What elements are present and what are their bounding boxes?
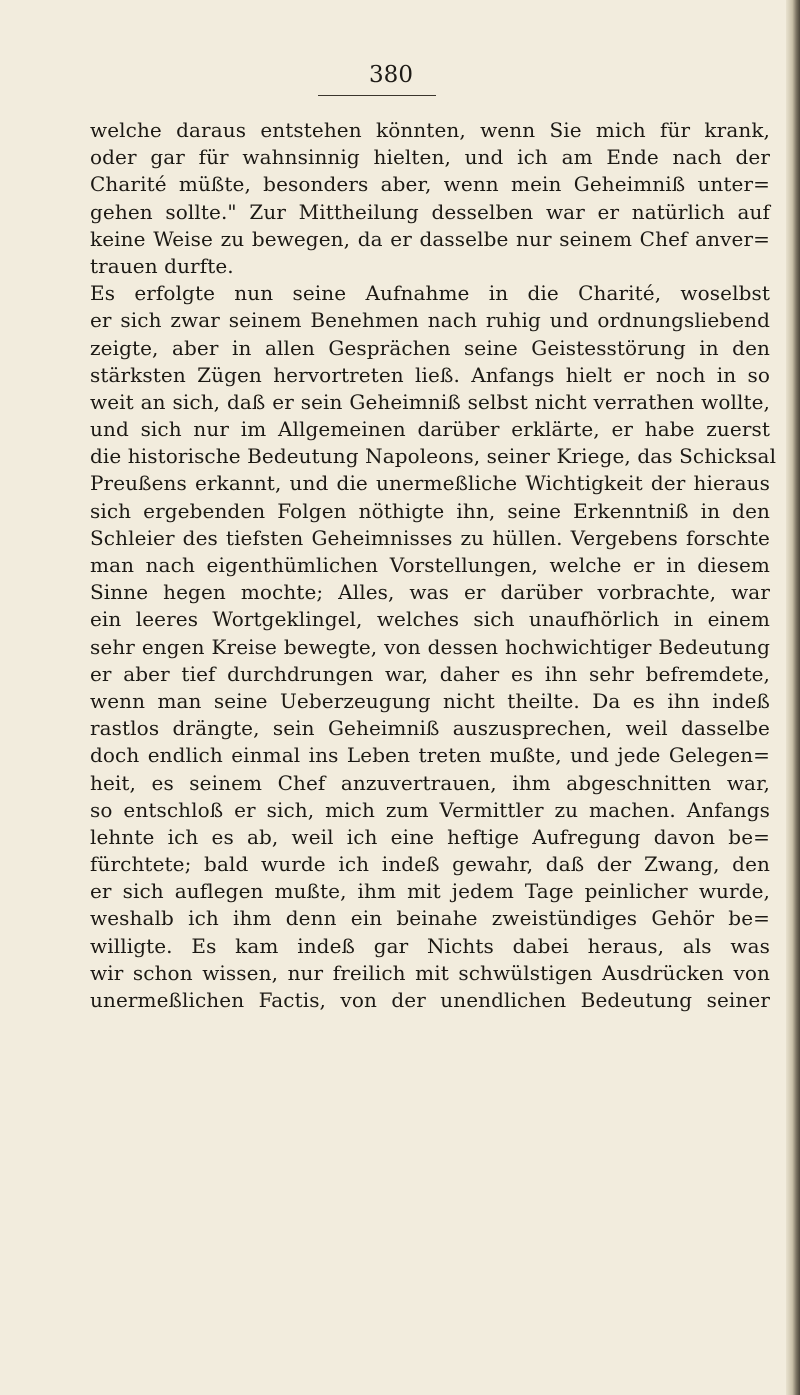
text-line: sich ergebenden Folgen nöthigte ihn, seine Erkenntniß in den	[90, 498, 770, 523]
text-line: wenn man seine Ueberzeugung nicht theilte. Da es ihn indeß	[90, 688, 770, 713]
text-line: so entschloß er sich, mich zum Vermittler zu machen. Anfangs	[90, 797, 770, 822]
text-line: heit, es seinem Chef anzuvertrauen, ihm abgeschnitten war,	[90, 770, 770, 795]
text-line: Schleier des tiefsten Geheimnisses zu hüllen. Vergebens forschte	[90, 525, 770, 550]
text-line: er sich zwar seinem Benehmen nach ruhig und ordnungsliebend	[90, 308, 770, 333]
text-line: oder gar für wahnsinnig hielten, und ich am Ende nach der	[90, 145, 770, 170]
text-line: doch endlich einmal ins Leben treten mußte, und jede Gelegen=	[90, 743, 770, 768]
text-line: weit an sich, daß er sein Geheimniß selbst nicht verrathen wollte,	[90, 389, 770, 414]
text-line: zeigte, aber in allen Gesprächen seine Geistesstörung in den	[90, 335, 770, 360]
text-line: Preußens erkannt, und die unermeßliche Wichtigkeit der hieraus	[90, 471, 770, 496]
text-line: weshalb ich ihm denn ein beinahe zweistündiges Gehör be=	[90, 906, 770, 931]
text-line: unermeßlichen Factis, von der unendlichen Bedeutung seiner	[90, 988, 770, 1012]
text-line: lehnte ich es ab, weil ich eine heftige Aufregung davon be=	[90, 824, 770, 849]
text-line: sehr engen Kreise bewegte, von dessen hochwichtiger Bedeutung	[90, 634, 770, 659]
text-line: er sich auflegen mußte, ihm mit jedem Tage peinlicher wurde,	[90, 879, 770, 904]
body-text	[90, 117, 777, 1014]
page-edge-shadow	[786, 0, 800, 1395]
page-number-underline	[318, 95, 436, 96]
text-line: keine Weise zu bewegen, da er dasselbe nur seinem Chef anver=	[90, 226, 770, 251]
text-line: gehen sollte." Zur Mittheilung desselben war er natürlich auf	[90, 199, 770, 224]
page-number: 380	[369, 62, 413, 88]
text-line: Es erfolgte nun seine Aufnahme in die Charité, woselbst	[90, 281, 770, 306]
text-line: er aber tief durchdrungen war, daher es ihn sehr befremdete,	[90, 661, 770, 686]
text-line: wir schon wissen, nur freilich mit schwülstigen Ausdrücken von	[90, 960, 770, 985]
text-line: willigte. Es kam indeß gar Nichts dabei heraus, als was	[90, 933, 770, 958]
text-line: rastlos drängte, sein Geheimniß auszusprechen, weil dasselbe	[90, 716, 770, 741]
text-line: fürchtete; bald wurde ich indeß gewahr, daß der Zwang, den	[90, 852, 770, 877]
text-line: trauen durfte.	[90, 253, 234, 278]
text-line: man nach eigenthümlichen Vorstellungen, welche er in diesem	[90, 553, 770, 577]
text-line: stärksten Zügen hervortreten ließ. Anfangs hielt er noch in so	[90, 362, 770, 387]
text-line: die historische Bedeutung Napoleons, seiner Kriege, das Schicksal	[90, 444, 777, 469]
text-line: welche daraus entstehen könnten, wenn Sie mich für krank,	[90, 118, 770, 142]
text-line: ein leeres Wortgeklingel, welches sich unaufhörlich in einem	[90, 607, 770, 632]
text-line: Charité müßte, besonders aber, wenn mein Geheimniß unter=	[90, 172, 770, 197]
text-line: Sinne hegen mochte; Alles, was er darüber vorbrachte, war	[90, 580, 770, 605]
text-line: und sich nur im Allgemeinen darüber erklärte, er habe zuerst	[90, 417, 770, 442]
